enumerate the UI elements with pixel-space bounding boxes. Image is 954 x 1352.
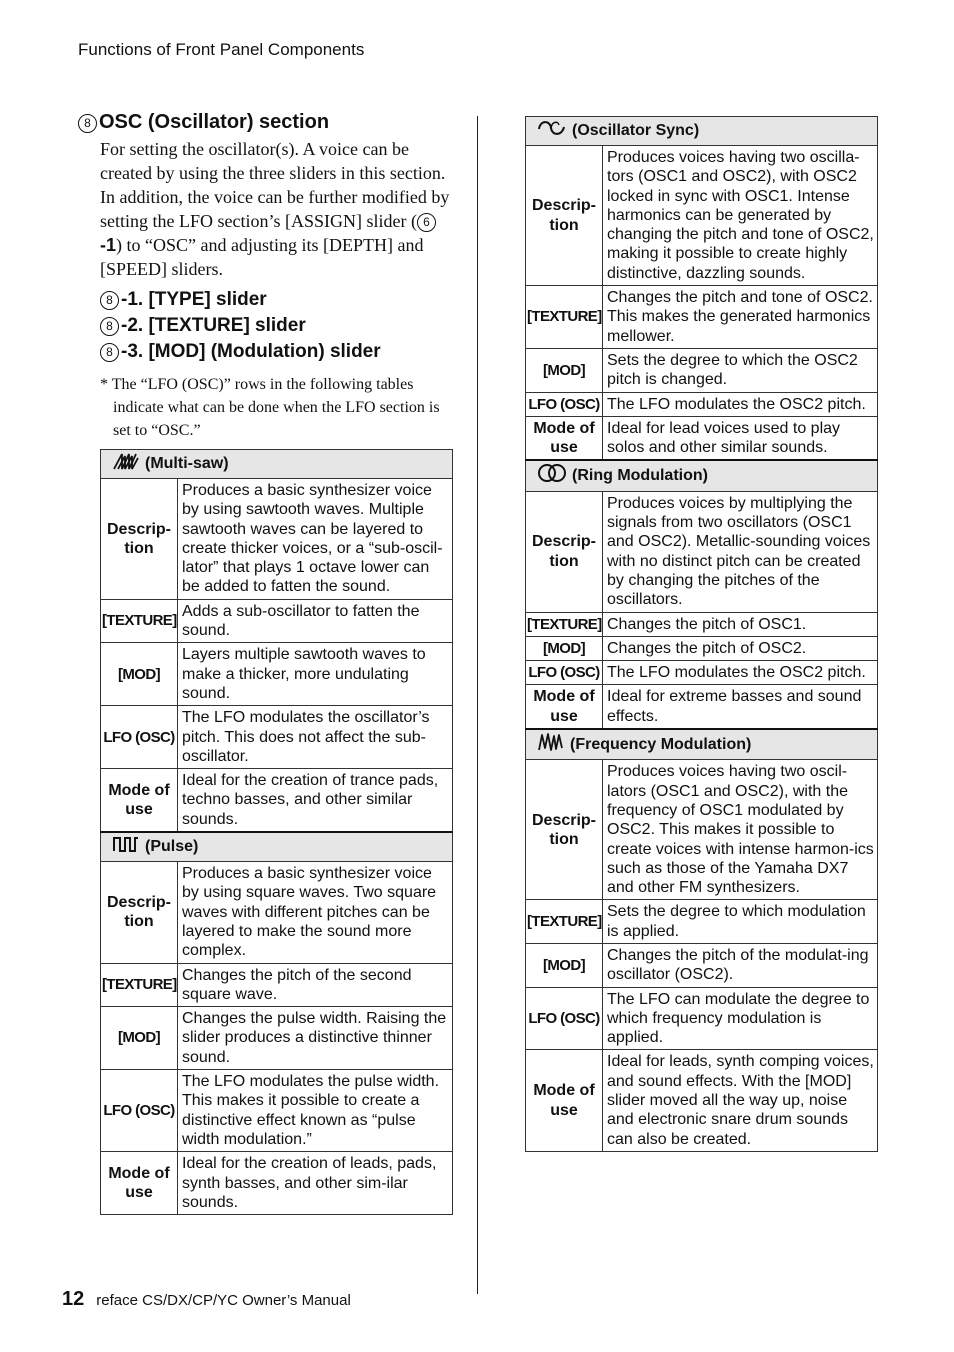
row-label [526, 286, 603, 349]
row-text: Produces voices having two oscilla-tors (OSC1 and OSC2), with OSC2 locked in sync with OSC1. Intense harmonics can be generated by changing the pitch and tone of OSC2, making it possible to create highly distinctive, dazzling sounds. [603, 146, 878, 286]
subheading-label: -2. [TEXTURE] slider [121, 315, 306, 336]
column-divider [477, 116, 478, 1294]
table-row [101, 1070, 453, 1152]
page-footer [62, 1288, 351, 1311]
row-label-line: tion [124, 913, 154, 931]
row-text: The LFO modulates the oscillator’s pitch. This does not affect the sub-oscillator. [178, 706, 453, 769]
table-row [101, 1007, 453, 1070]
table-header-cell [526, 460, 878, 491]
row-label [526, 1050, 603, 1151]
row-label-line: Descrip- [531, 811, 597, 829]
row-label-line: [MOD] [543, 361, 585, 379]
row-label [101, 769, 178, 832]
row-label [526, 612, 603, 636]
page-number: 12 [62, 1288, 85, 1310]
table-title: (Frequency Modulation) [570, 735, 752, 753]
table-row [101, 643, 453, 706]
row-label-line: tion [549, 552, 579, 570]
intro-text-after: ) to “OSC” and adjusting its [DEPTH] and [SPEED] sliders. [100, 235, 424, 279]
row-label-line: Descrip- [106, 520, 172, 538]
row-label [101, 706, 178, 769]
row-text: The LFO modulates the OSC2 pitch. [603, 392, 878, 416]
row-text: Changes the pitch of the modulat-ing oscillator (OSC2). [603, 943, 878, 987]
row-label-line: Descrip- [531, 197, 597, 215]
row-label [526, 900, 603, 944]
table-row [526, 760, 878, 900]
slider-subheading-list [100, 287, 454, 365]
row-text: Ideal for extreme basses and sound effects. [603, 685, 878, 729]
table-row [101, 862, 453, 963]
table-row [526, 987, 878, 1050]
row-label-line: [TEXTURE] [102, 976, 177, 994]
subheading-label: -1. [TYPE] slider [121, 289, 267, 310]
table-row [526, 416, 878, 460]
table-row [101, 1152, 453, 1215]
row-text: Changes the pitch of OSC2. [603, 636, 878, 660]
row-label [101, 479, 178, 600]
table-row [526, 146, 878, 286]
table-row [526, 636, 878, 660]
table-header-cell [526, 117, 878, 146]
row-label-line: use [125, 801, 153, 819]
table-title: (Oscillator Sync) [572, 122, 700, 140]
oscillator-sync-table-header [526, 117, 878, 146]
row-label-line: use [550, 1101, 578, 1119]
row-label [526, 943, 603, 987]
row-label-line: use [550, 439, 578, 457]
subheading-mod-slider [100, 339, 454, 365]
row-label-line: LFO (OSC) [103, 1101, 175, 1119]
row-label-line: LFO (OSC) [528, 1009, 600, 1027]
row-label [101, 599, 178, 643]
row-text: Produces a basic synthesizer voice by using square waves. Two square waves with different pitches can be layered to make the sound more complex. [178, 862, 453, 963]
row-label-line: [MOD] [543, 639, 585, 657]
row-label [101, 1007, 178, 1070]
row-label-line: [TEXTURE] [527, 615, 602, 633]
row-text: Ideal for the creation of trance pads, techno basses, and other similar sounds. [178, 769, 453, 832]
row-label-line: [TEXTURE] [102, 612, 177, 630]
subheading-texture-slider [100, 313, 454, 339]
row-label [101, 862, 178, 963]
table-row [101, 963, 453, 1007]
row-label-line: [MOD] [118, 1029, 160, 1047]
table-row [526, 491, 878, 612]
intro-text-before: For setting the oscillator(s). A voice can be created by using the three sliders in this section. In addition, the voice can be further modified by setting the LFO section’s [ASSIGN] slider ( [100, 139, 450, 231]
row-text: The LFO can modulate the degree to which frequency modulation is applied. [603, 987, 878, 1050]
table-title: (Ring Modulation) [572, 467, 708, 485]
lfo-note: * The “LFO (OSC)” rows in the following tables indicate what can be done when the LFO section is set to “OSC.” [100, 376, 440, 439]
row-text: Changes the pitch of the second square wave. [178, 963, 453, 1007]
row-label [526, 416, 603, 460]
row-label-line: use [125, 1184, 153, 1202]
row-label [526, 146, 603, 286]
row-label [526, 348, 603, 392]
subheading-type-slider [100, 287, 454, 313]
row-label-line: [MOD] [543, 956, 585, 974]
row-text: Produces voices by multiplying the signals from two oscillators (OSC1 and OSC2). Metallic-sounding voices with no distinct pitch can be created by changing the pitches of the oscillators. [603, 491, 878, 612]
row-text: Ideal for lead voices used to play solos and other similar sounds. [603, 416, 878, 460]
row-text: Changes the pitch of OSC1. [603, 612, 878, 636]
row-label-line: tion [549, 216, 579, 234]
table-row [526, 943, 878, 987]
row-text: Layers multiple sawtooth waves to make a thicker, more undulating sound. [178, 643, 453, 706]
reference-number-badge: 6 [417, 213, 436, 232]
row-label [101, 1070, 178, 1152]
row-text: Adds a sub-oscillator to fatten the sound. [178, 599, 453, 643]
section-title-text: OSC (Oscillator) section [99, 111, 330, 133]
table-row [101, 769, 453, 832]
row-label-line: Descrip- [531, 533, 597, 551]
section-intro [100, 137, 454, 281]
row-label-line: use [550, 707, 578, 725]
row-label-line: [MOD] [118, 665, 160, 683]
reference-suffix: -1 [100, 235, 117, 255]
row-label-line: [TEXTURE] [527, 308, 602, 326]
row-label-line: LFO (OSC) [528, 395, 600, 413]
manual-title: reface CS/DX/CP/YC Owner’s Manual [96, 1292, 351, 1309]
row-label [526, 392, 603, 416]
right-spec-table [525, 116, 878, 1152]
row-label-line: Mode of [533, 1082, 595, 1100]
ring-modulation-icon [538, 463, 566, 488]
table-row [101, 479, 453, 600]
row-label [526, 760, 603, 900]
row-text: Changes the pitch and tone of OSC2. This makes the generated harmonics mellower. [603, 286, 878, 349]
row-label [526, 491, 603, 612]
row-label [526, 685, 603, 729]
table-row [526, 685, 878, 729]
multi-saw-icon [113, 452, 139, 475]
row-label-line: tion [549, 830, 579, 848]
running-head: Functions of Front Panel Components [78, 40, 365, 59]
subheading-number-badge: 8 [100, 317, 119, 336]
frequency-modulation-table-header [526, 729, 878, 760]
row-label-line: Mode of [533, 688, 595, 706]
row-label-line: Mode of [108, 1164, 170, 1182]
row-label-line: tion [124, 539, 154, 557]
subheading-number-badge: 8 [100, 291, 119, 310]
row-text: Changes the pulse width. Raising the slider produces a distinctive thinner sound. [178, 1007, 453, 1070]
row-label-line: LFO (OSC) [528, 664, 600, 682]
frequency-modulation-icon [538, 732, 564, 757]
row-label [101, 643, 178, 706]
table-title: (Multi-saw) [145, 455, 229, 473]
pulse-table-header [101, 832, 453, 862]
section-number-badge: 8 [78, 114, 97, 133]
table-row [526, 392, 878, 416]
row-label [101, 1152, 178, 1215]
row-text: Sets the degree to which modulation is applied. [603, 900, 878, 944]
row-label-line: [TEXTURE] [527, 913, 602, 931]
row-label [526, 661, 603, 685]
table-row [101, 599, 453, 643]
row-text: The LFO modulates the OSC2 pitch. [603, 661, 878, 685]
table-row [526, 900, 878, 944]
row-text: Produces a basic synthesizer voice by using sawtooth waves. Multiple sawtooth waves can be layered to create thicker voices, or a “sub-oscil-lator” that plays 1 octave lower can be added to fatten the sound. [178, 479, 453, 600]
pulse-icon [113, 835, 139, 858]
multi-saw-table-header [101, 450, 453, 479]
left-spec-table [100, 449, 453, 1215]
subheading-number-badge: 8 [100, 343, 119, 362]
table-row [526, 612, 878, 636]
table-row [526, 348, 878, 392]
table-header-cell [526, 729, 878, 760]
table-row [526, 661, 878, 685]
row-label-line: LFO (OSC) [103, 728, 175, 746]
table-row [526, 286, 878, 349]
oscillator-sync-icon [538, 119, 566, 142]
table-header-cell [101, 450, 453, 479]
row-text: The LFO modulates the pulse width. This makes it possible to create a distinctive effect known as “pulse width modulation.” [178, 1070, 453, 1152]
row-text: Ideal for the creation of leads, pads, synth basses, and other sim-ilar sounds. [178, 1152, 453, 1215]
table-row [101, 706, 453, 769]
row-label-line: Mode of [533, 419, 595, 437]
table-row [526, 1050, 878, 1151]
row-text: Sets the degree to which the OSC2 pitch is changed. [603, 348, 878, 392]
left-column [78, 109, 454, 442]
row-label [526, 987, 603, 1050]
row-text: Produces voices having two oscil-lators (OSC1 and OSC2), with the frequency of OSC1 modulated by OSC2. This makes it possible to create voices with intense harmon-ics such as those of the Yamaha DX7 and other FM synthesizers. [603, 760, 878, 900]
row-label [526, 636, 603, 660]
section-title [78, 109, 454, 135]
table-header-cell [101, 832, 453, 862]
row-label [101, 963, 178, 1007]
row-text: Ideal for leads, synth comping voices, and sound effects. With the [MOD] slider moved all the way up, noise and electronic snare drum sounds can also be created. [603, 1050, 878, 1151]
table-title: (Pulse) [145, 838, 199, 856]
row-label-line: Mode of [108, 781, 170, 799]
row-label-line: Descrip- [106, 893, 172, 911]
ring-modulation-table-header [526, 460, 878, 491]
subheading-label: -3. [MOD] (Modulation) slider [121, 341, 381, 362]
